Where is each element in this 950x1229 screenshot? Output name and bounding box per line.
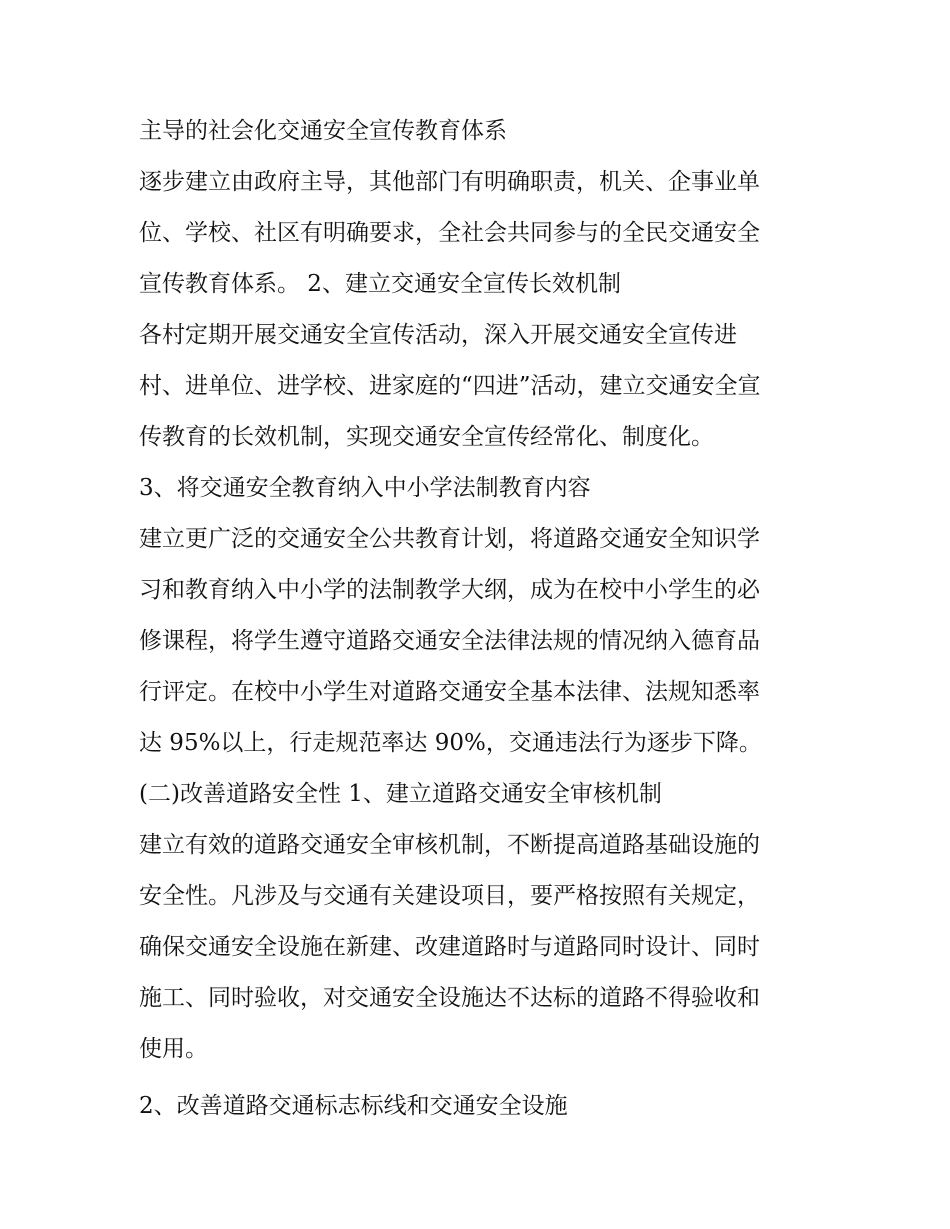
text-line: 位、学校、社区有明确要求，全社会共同参与的全民交通安全 <box>139 220 760 246</box>
text-line: 传教育的长效机制，实现交通安全宣传经常化、制度化。 <box>139 424 714 450</box>
text-line-subsection-2: 2、改善道路交通标志标线和交通安全设施 <box>139 1093 568 1119</box>
text-line: 村、进单位、进学校、进家庭的“四进”活动，建立交通安全宣 <box>139 373 761 399</box>
text-line: 建立有效的道路交通安全审核机制，不断提高道路基础设施的 <box>139 832 760 858</box>
text-line: 行评定。在校中小学生对道路交通安全基本法律、法规知悉率 <box>139 679 760 705</box>
text-line: 逐步建立由政府主导，其他部门有明确职责，机关、企事业单 <box>139 169 760 195</box>
text-line: 修课程，将学生遵守道路交通安全法律法规的情况纳入德育品 <box>139 628 760 654</box>
text-line: 习和教育纳入中小学的法制教学大纲，成为在校中小学生的必 <box>139 577 760 603</box>
text-line-section-two: (二)改善道路安全性 1、建立道路交通安全审核机制 <box>139 781 662 807</box>
text-line: 使用。 <box>139 1036 208 1062</box>
text-line: 确保交通安全设施在新建、改建道路时与道路同时设计、同时 <box>139 934 760 960</box>
text-line-heading-continued: 主导的社会化交通安全宣传教育体系 <box>139 118 507 144</box>
text-line: 各村定期开展交通安全宣传活动，深入开展交通安全宣传进 <box>139 322 737 348</box>
text-line: 建立更广泛的交通安全公共教育计划，将道路交通安全知识学 <box>139 526 760 552</box>
text-line: 施工、同时验收，对交通安全设施达不达标的道路不得验收和 <box>139 985 760 1011</box>
text-line-section-3: 3、将交通安全教育纳入中小学法制教育内容 <box>139 475 591 501</box>
document-body <box>139 106 839 1132</box>
text-line-section-2: 宣传教育体系。 2、建立交通安全宣传长效机制 <box>139 271 621 297</box>
text-line: 达 95%以上，行走规范率达 90%，交通违法行为逐步下降。 <box>139 730 762 756</box>
text-line: 安全性。凡涉及与交通有关建设项目，要严格按照有关规定， <box>139 883 760 909</box>
